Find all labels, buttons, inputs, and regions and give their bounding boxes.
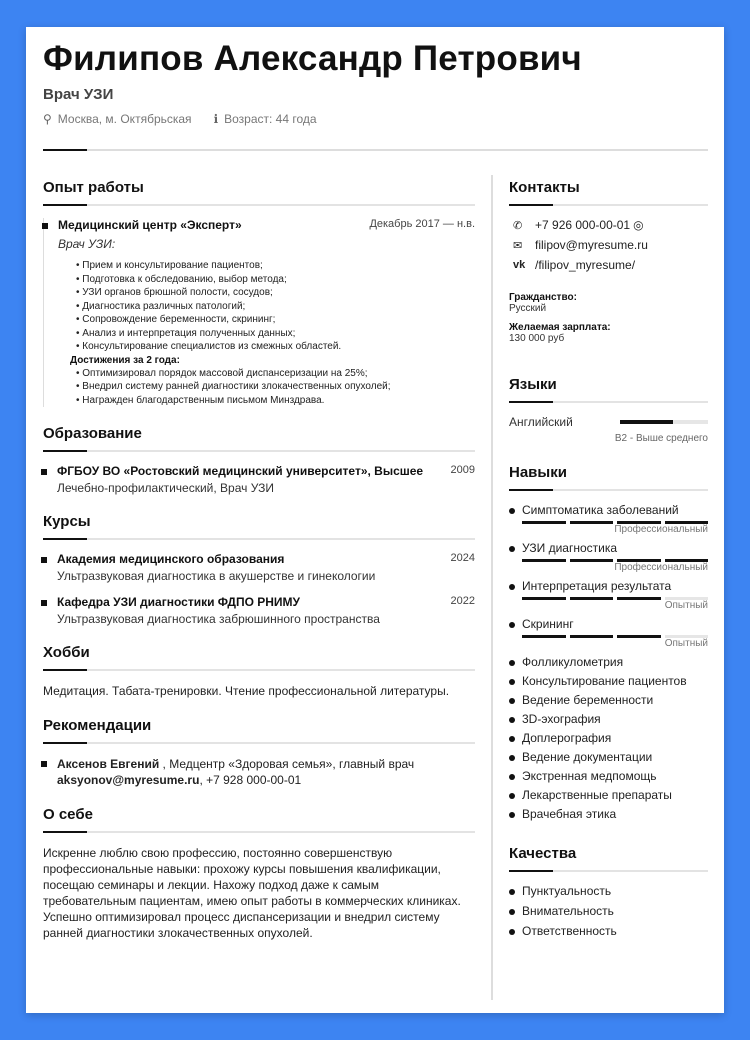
about-section bbox=[43, 806, 475, 941]
position-title: Врач УЗИ bbox=[43, 86, 114, 103]
languages-section bbox=[509, 376, 708, 444]
meta-info bbox=[43, 112, 317, 126]
achievement-item: • Внедрил систему ранней диагностики злокачественных опухолей; bbox=[76, 380, 475, 394]
detail: Ультразвуковая диагностика забрюшинного пространства bbox=[57, 612, 380, 626]
duty-item: • Прием и консультирование пациентов; bbox=[76, 259, 475, 273]
section-heading: Навыки bbox=[509, 464, 708, 491]
skill-name: Экстренная медпомощь bbox=[509, 769, 708, 783]
skill-name: Интерпретация результата bbox=[509, 579, 708, 593]
email-icon: ✉ bbox=[513, 239, 523, 252]
salary-label: Желаемая зарплата: bbox=[509, 322, 611, 333]
recommender-org: , Медцентр «Здоровая семья», главный врач bbox=[159, 757, 415, 771]
year: 2022 bbox=[450, 595, 475, 607]
date: Декабрь 2017 — н.в. bbox=[369, 218, 475, 230]
institution: ФГБОУ ВО «Ростовский медицинский университет», Высшее bbox=[57, 464, 424, 478]
section-heading: О себе bbox=[43, 806, 475, 833]
skill-segment bbox=[522, 635, 566, 638]
skill-segment bbox=[522, 597, 566, 600]
skills-section bbox=[509, 464, 708, 821]
duty-item: • УЗИ органов брюшной полости, сосудов; bbox=[76, 286, 475, 300]
skill-segment bbox=[617, 597, 661, 600]
skill-name: Ведение беременности bbox=[509, 693, 708, 707]
detail: Лечебно-профилактический, Врач УЗИ bbox=[57, 481, 274, 495]
language-name: Английский bbox=[509, 415, 573, 429]
achievements-list bbox=[58, 367, 475, 408]
skill-name: Врачебная этика bbox=[509, 807, 708, 821]
whatsapp-icon: ◎ bbox=[633, 218, 644, 232]
skill-segment bbox=[522, 521, 566, 524]
quality-item: Пунктуальность bbox=[509, 884, 708, 898]
experience-entry bbox=[43, 218, 475, 407]
language-level-bar bbox=[620, 420, 708, 424]
skill-name: Доплерография bbox=[509, 731, 708, 745]
skill-level: Опытный bbox=[664, 600, 708, 611]
skill-name: Фолликулометрия bbox=[509, 655, 708, 669]
phone-icon: ✆ bbox=[513, 219, 523, 232]
hobby-text: Медитация. Табата-тренировки. Чтение профессиональной литературы. bbox=[43, 684, 450, 698]
recommender-phone: , +7 928 000-00-01 bbox=[199, 773, 302, 787]
section-heading: Образование bbox=[43, 425, 475, 452]
section-heading: Опыт работы bbox=[43, 179, 475, 206]
duties-list bbox=[58, 259, 475, 354]
achievements-title: Достижения за 2 года: bbox=[70, 354, 180, 366]
education-section bbox=[43, 425, 475, 495]
education-entry bbox=[43, 464, 475, 495]
hobby-section bbox=[43, 644, 475, 699]
course-entry bbox=[43, 552, 475, 583]
skill-level: Профессиональный bbox=[614, 562, 708, 573]
section-heading: Курсы bbox=[43, 513, 475, 540]
skill-name: Ведение документации bbox=[509, 750, 708, 764]
year: 2009 bbox=[450, 464, 475, 476]
achievement-item: • Награжден благодарственным письмом Минздрава. bbox=[76, 394, 475, 408]
about-text: Искренне люблю свою профессию, постоянно совершенствую профессиональные навыки: прохожу курсы повышения квалификации, посещаю семинары и лекции. Нахожу подход даже к самым требовательным пациентам, имею опыт работы в коммерческих клиниках. Успешно оптимизировал процесс диспансеризации и внедрил систему ранней диагностики злокачественных опухолей. bbox=[43, 846, 461, 940]
left-column bbox=[43, 179, 475, 959]
course-entry bbox=[43, 595, 475, 626]
column-divider bbox=[491, 175, 493, 1000]
language-item bbox=[509, 415, 708, 429]
vk-icon: vk bbox=[513, 259, 526, 271]
recommendations-section bbox=[43, 717, 475, 788]
phone[interactable]: +7 926 000-00-01 bbox=[535, 218, 631, 232]
age: Возраст: 44 года bbox=[224, 112, 317, 126]
company: Медицинский центр «Эксперт» bbox=[58, 218, 242, 232]
salary: 130 000 руб bbox=[509, 333, 565, 344]
language-level: B2 - Выше среднего bbox=[614, 433, 708, 444]
resume-card bbox=[26, 27, 724, 1013]
duty-item: • Подготовка к обследованию, выбор метода; bbox=[76, 273, 475, 287]
email[interactable]: filipov@myresume.ru bbox=[535, 238, 648, 252]
section-heading: Рекомендации bbox=[43, 717, 475, 744]
location-pin-icon: ⚲ bbox=[43, 112, 52, 126]
skill-level: Опытный bbox=[664, 638, 708, 649]
skill-name: УЗИ диагностика bbox=[509, 541, 708, 555]
skill-name: 3D-эхография bbox=[509, 712, 708, 726]
full-name: Филипов Александр Петрович bbox=[43, 39, 582, 78]
skill-segment bbox=[570, 597, 614, 600]
section-heading: Языки bbox=[509, 376, 708, 403]
location: Москва, м. Октябрьская bbox=[57, 112, 192, 126]
course-name: Академия медицинского образования bbox=[57, 552, 285, 566]
duty-item: • Анализ и интерпретация полученных данных; bbox=[76, 327, 475, 341]
skill-segment bbox=[617, 635, 661, 638]
skill-name: Скрининг bbox=[509, 617, 708, 631]
skill-segment bbox=[570, 635, 614, 638]
info-icon: ℹ bbox=[213, 112, 219, 126]
role: Врач УЗИ: bbox=[58, 237, 116, 251]
right-column bbox=[509, 179, 708, 956]
courses-section bbox=[43, 513, 475, 626]
section-heading: Хобби bbox=[43, 644, 475, 671]
qualities-section bbox=[509, 845, 708, 938]
duty-item: • Сопровождение беременности, скрининг; bbox=[76, 313, 475, 327]
skill-segment bbox=[570, 521, 614, 524]
detail: Ультразвуковая диагностика в акушерстве и гинекологии bbox=[57, 569, 376, 583]
recommendation-entry bbox=[43, 756, 475, 788]
skill-segment bbox=[522, 559, 566, 562]
section-heading: Качества bbox=[509, 845, 708, 872]
vk-link[interactable]: /filipov_myresume/ bbox=[535, 258, 636, 272]
duty-item: • Диагностика различных патологий; bbox=[76, 300, 475, 314]
year: 2024 bbox=[450, 552, 475, 564]
skill-segment bbox=[570, 559, 614, 562]
skill-level: Профессиональный bbox=[614, 524, 708, 535]
citizenship: Русский bbox=[509, 303, 547, 314]
header-divider bbox=[43, 149, 708, 151]
recommender-name: Аксенов Евгений bbox=[57, 757, 160, 771]
skill-name: Консультирование пациентов bbox=[509, 674, 708, 688]
experience-section bbox=[43, 179, 475, 407]
skill-name: Симптоматика заболеваний bbox=[509, 503, 708, 517]
quality-item: Ответственность bbox=[509, 924, 708, 938]
quality-item: Внимательность bbox=[509, 904, 708, 918]
citizenship-label: Гражданство: bbox=[509, 292, 577, 303]
skill-name: Лекарственные препараты bbox=[509, 788, 708, 802]
contacts-section bbox=[509, 179, 708, 344]
course-name: Кафедра УЗИ диагностики ФДПО РНИМУ bbox=[57, 595, 301, 609]
duty-item: • Консультирование специалистов из смежных областей. bbox=[76, 340, 475, 354]
recommender-email[interactable]: aksyonov@myresume.ru bbox=[57, 773, 200, 787]
achievement-item: • Оптимизировал порядок массовой диспансеризации на 25%; bbox=[76, 367, 475, 381]
section-heading: Контакты bbox=[509, 179, 708, 206]
